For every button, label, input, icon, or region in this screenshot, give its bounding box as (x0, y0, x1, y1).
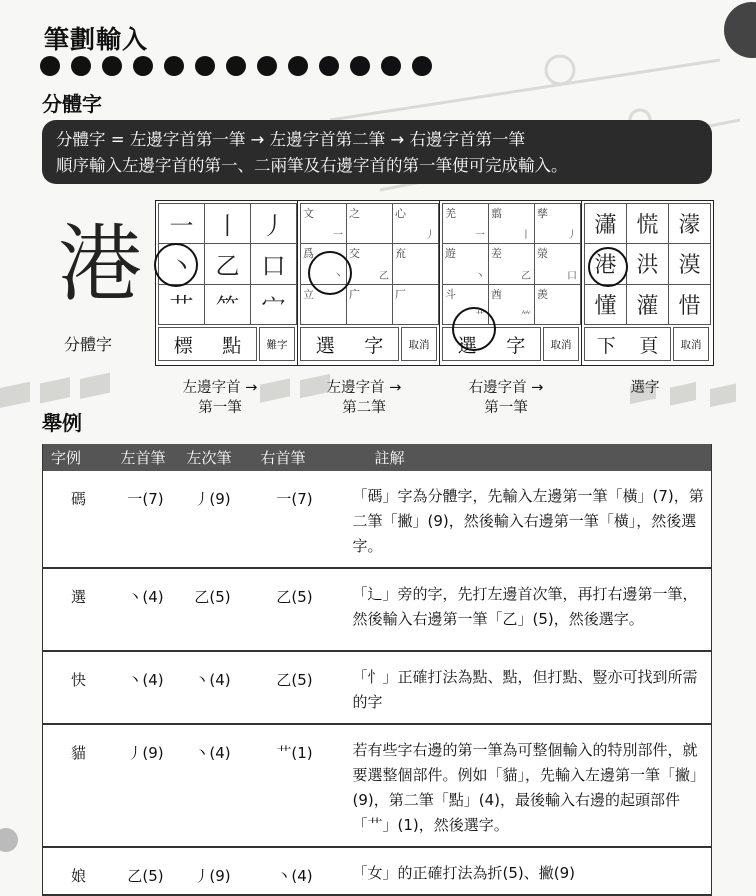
right-first-stroke: 乙(5) (247, 568, 343, 651)
highlight-circle (308, 251, 352, 295)
select-char-button[interactable]: 選 字 (442, 327, 541, 361)
example-note: 若有些字右邊的第一筆為可整個輸入的特別部件，就要選整個部件。例如「貓」，先輸入左邊第一筆「撇」(9)，第二筆「點」(4)，最後輸入右邊的起頭部件「艹」(1)，然後選字。 (343, 724, 712, 847)
right-first-stroke: 乙(5) (247, 651, 343, 724)
stroke-key[interactable]: 差 乙 (489, 244, 534, 283)
example-char: 快 (43, 651, 113, 724)
column-header: 右首筆 (247, 444, 343, 471)
example-char: 碼 (43, 471, 113, 568)
example-note: 「忄」正確打法為點、點，但打點、豎亦可找到所需的字 (343, 651, 712, 724)
keypad-1-caption: 左邊字首 → 第一筆 (182, 380, 258, 416)
page-title: 筆劃輸入 (44, 25, 149, 54)
table-header-row (43, 444, 712, 471)
keypad-3-caption: 右邊字首 → 第一筆 (468, 380, 544, 416)
keypad-2-caption: 左邊字首 → 第二筆 (326, 380, 402, 416)
example-note: 「女」的正確打法為折(5)、撇(9) (343, 847, 712, 895)
example-big-character-label: 分體字 (64, 335, 113, 354)
stroke-key[interactable]: 之 (347, 204, 392, 243)
right-first-stroke: 一(7) (247, 471, 343, 568)
keypad-2 (297, 200, 442, 366)
example-char: 娘 (43, 847, 113, 895)
example-char: 選 (43, 568, 113, 651)
left-second-stroke: 丿(9) (179, 471, 247, 568)
cancel-button[interactable]: 取消 (401, 327, 437, 361)
keypad-4 (581, 200, 714, 366)
table-row (43, 724, 712, 847)
left-first-stroke: 乙(5) (113, 847, 179, 895)
stroke-key[interactable]: 交 乙 (347, 244, 392, 283)
highlight-circle (154, 243, 198, 287)
stroke-key[interactable]: 广 (347, 285, 392, 324)
left-first-stroke: 丶(4) (113, 568, 179, 651)
rare-char-button[interactable]: 難字 (259, 327, 295, 361)
next-page-button[interactable]: 下 頁 (584, 327, 671, 361)
table-row (43, 471, 712, 568)
stroke-key[interactable]: 孳 丿 (535, 204, 580, 243)
column-header: 左首筆 (113, 444, 179, 471)
stroke-key[interactable]: 乙 (205, 244, 250, 283)
candidate-char[interactable]: 濛 (669, 204, 710, 243)
stroke-key[interactable]: 文 一 (301, 204, 346, 243)
column-header: 字例 (43, 444, 113, 471)
table-row (43, 568, 712, 651)
candidate-char[interactable]: 洪 (627, 244, 668, 283)
example-note: 「碼」字為分體字，先輸入左邊第一筆「橫」(7)，第二筆「撇」(9)，然後輸入右邊第一筆「橫」，然後選字。 (343, 471, 712, 568)
stroke-key[interactable]: 丨 (205, 204, 250, 243)
highlight-circle (588, 247, 628, 287)
candidate-char[interactable]: 慌 (627, 204, 668, 243)
stroke-key[interactable]: 㐬 (393, 244, 438, 283)
candidate-char[interactable]: 惜 (669, 285, 710, 324)
stroke-key[interactable]: 心 丿 (393, 204, 438, 243)
stroke-key[interactable]: 羌 一 (443, 204, 488, 243)
stroke-key[interactable]: 丿 (251, 204, 296, 243)
stroke-key[interactable]: 立 (301, 285, 346, 324)
stroke-key[interactable]: 宀 (251, 285, 296, 324)
stroke-key[interactable]: 翦 丨 (489, 204, 534, 243)
info-line: 順序輸入左邊字首的第一、二兩筆及右邊字首的第一筆便可完成輸入。 (56, 156, 568, 175)
highlight-circle (452, 307, 496, 351)
stroke-key[interactable]: 厂 (393, 285, 438, 324)
table-row (43, 847, 712, 895)
info-line: 分體字 = 左邊字首第一筆 → 左邊字首第二筆 → 右邊字首第一筆 (56, 130, 525, 149)
examples-heading: 舉例 (42, 411, 82, 435)
stroke-key[interactable]: 丶 (159, 244, 204, 283)
stroke-key[interactable]: 爲 丶 (301, 244, 346, 283)
example-note: 「辶」旁的字，先打左邊首次筆，再打右邊第一筆，然後輸入右邊第一筆「乙」(5)，然後選字。 (343, 568, 712, 651)
stroke-key[interactable]: 羨 (535, 285, 580, 324)
left-second-stroke: 丶(4) (179, 724, 247, 847)
cancel-button[interactable]: 取消 (543, 327, 579, 361)
stroke-key[interactable]: 一 (159, 204, 204, 243)
column-header: 左次筆 (179, 444, 247, 471)
example-big-character: 港 (58, 215, 143, 313)
stroke-key[interactable]: 口 (251, 244, 296, 283)
candidate-char[interactable]: 懂 (585, 285, 626, 324)
table-row (43, 651, 712, 724)
example-char: 貓 (43, 724, 113, 847)
examples-table (42, 444, 712, 896)
right-first-stroke: 艹(1) (247, 724, 343, 847)
stroke-key[interactable]: 滎 口 (535, 244, 580, 283)
left-first-stroke: 一(7) (113, 471, 179, 568)
keypad-3 (439, 200, 584, 366)
keypad-illustrations (0, 0, 756, 430)
left-second-stroke: 丿(9) (179, 847, 247, 895)
stroke-key[interactable]: 艹 (159, 285, 204, 324)
candidate-char[interactable]: 港 (585, 244, 626, 283)
candidate-char[interactable]: 灌 (627, 285, 668, 324)
keypad-1 (155, 200, 300, 366)
right-first-stroke: 丶(4) (247, 847, 343, 895)
left-first-stroke: 丿(9) (113, 724, 179, 847)
column-header: 註解 (343, 444, 712, 471)
keypad-4-caption: 選字 (630, 380, 660, 396)
candidate-char[interactable]: 瀟 (585, 204, 626, 243)
stroke-key[interactable]: 遊 丶 (443, 244, 488, 283)
stroke-key[interactable]: ⺮ (205, 285, 250, 324)
left-second-stroke: 乙(5) (179, 568, 247, 651)
candidate-char[interactable]: 漠 (669, 244, 710, 283)
section-heading: 分體字 (42, 92, 102, 116)
select-char-button[interactable]: 選 字 (300, 327, 399, 361)
stroke-key[interactable]: 酋 ⺮ (489, 285, 534, 324)
left-first-stroke: 丶(4) (113, 651, 179, 724)
cancel-button[interactable]: 取消 (673, 327, 709, 361)
punctuation-button[interactable]: 標 點 (158, 327, 257, 361)
stroke-key[interactable]: 斗 艹 (443, 285, 488, 324)
left-second-stroke: 丶(4) (179, 651, 247, 724)
